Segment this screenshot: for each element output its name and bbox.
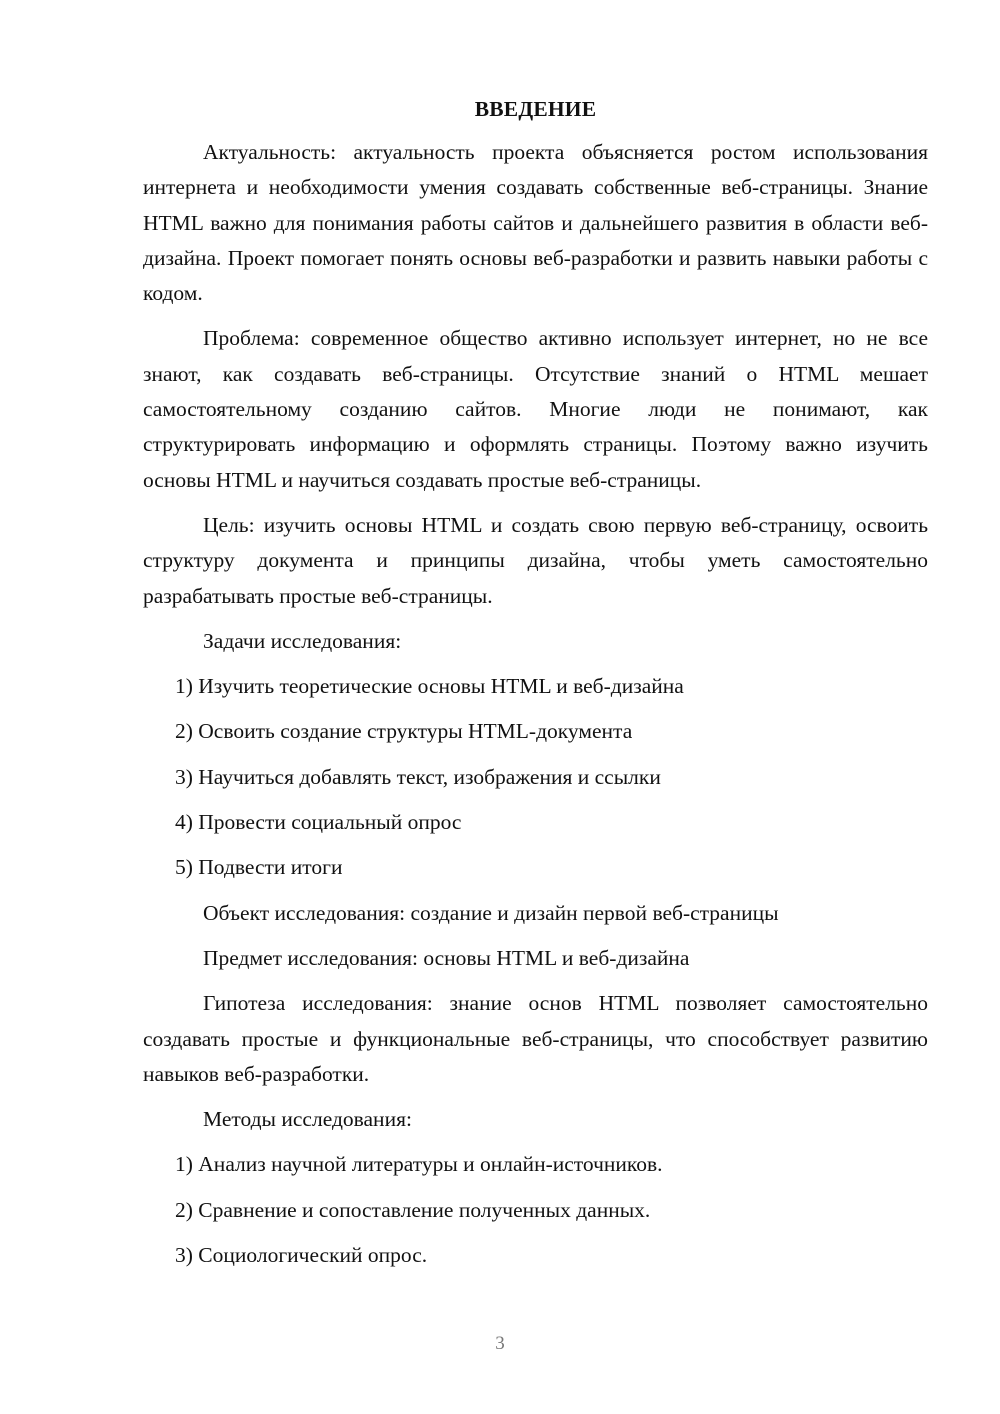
method-item: 1) Анализ научной литературы и онлайн-источников. xyxy=(175,1152,663,1177)
method-item: 3) Социологический опрос. xyxy=(175,1243,428,1268)
method-item: 2) Сравнение и сопоставление полученных данных. xyxy=(175,1197,651,1222)
hypothesis-paragraph: Гипотеза исследования: знание основ HTML позволяет самостоятельно создавать простые и функциональные веб-страницы, что способствует развитию навыков веб-разработки. xyxy=(143,991,928,1086)
methods-title: Методы исследования: xyxy=(203,1107,412,1132)
section-heading: ВВЕДЕНИЕ xyxy=(474,97,597,121)
task-item: 4) Провести социальный опрос xyxy=(175,810,462,835)
task-item: 3) Научиться добавлять текст, изображения и ссылки xyxy=(175,764,661,789)
task-item: 1) Изучить теоретические основы HTML и веб-дизайна xyxy=(175,674,684,699)
task-item: 2) Освоить создание структуры HTML-документа xyxy=(175,719,633,744)
goal-paragraph: Цель: изучить основы HTML и создать свою первую веб-страницу, освоить структуру документа и принципы дизайна, чтобы уметь самостоятельно разрабатывать простые веб-страницы. xyxy=(143,512,928,608)
problem-paragraph: Проблема: современное общество активно использует интернет, но не все знают, как создавать веб-страницы. Отсутствие знаний о HTML мешает самостоятельному созданию сайтов. Многие люди не понимают, как структурировать информацию и оформлять страницы. Поэтому важно изучить основы HTML и научиться создавать простые веб-страницы. xyxy=(143,326,928,492)
object-line: Объект исследования: создание и дизайн первой веб-страницы xyxy=(203,900,779,925)
page-content xyxy=(143,92,928,1283)
task-item: 5) Подвести итоги xyxy=(175,855,343,880)
tasks-title: Задачи исследования: xyxy=(203,628,402,653)
page-number: 3 xyxy=(495,1333,505,1354)
subject-line: Предмет исследования: основы HTML и веб-дизайна xyxy=(203,945,690,970)
relevance-paragraph: Актуальность: актуальность проекта объясняется ростом использования интернета и необходимости умения создавать собственные веб-страницы. Знание HTML важно для понимания работы сайтов и дальнейшего развития в области веб-дизайна. Проект помогает понять основы веб-разработки и развить навыки работы с кодом. xyxy=(143,140,928,306)
